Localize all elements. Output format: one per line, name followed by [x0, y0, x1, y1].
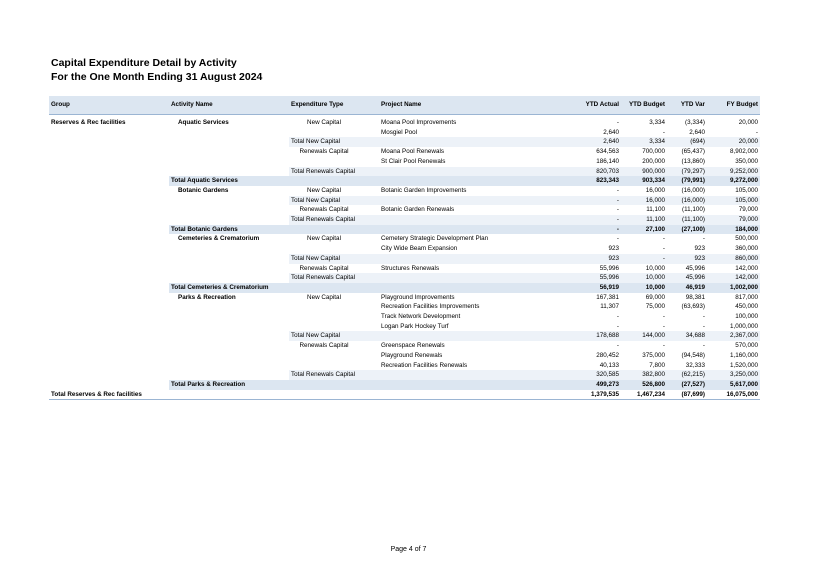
expenditure-type-cell [289, 351, 379, 361]
fy-budget-cell: 450,000 [735, 303, 758, 311]
project-cell [379, 167, 569, 177]
project-cell [379, 390, 569, 400]
ytd-var-cell: (62,215) [667, 370, 707, 380]
col-header-project: Project Name [379, 96, 569, 115]
fy-budget-cell: 5,617,000 [707, 380, 760, 390]
ytd-actual-cell: - [569, 225, 621, 235]
ytd-var-cell: (16,000) [681, 186, 705, 194]
fy-budget-cell: 860,000 [707, 254, 760, 264]
ytd-budget-cell: 16,000 [645, 186, 665, 194]
activity-total-row [49, 225, 760, 235]
col-header-fy-budget: FY Budget [707, 96, 760, 115]
table-row [49, 312, 760, 322]
group-cell [49, 351, 169, 361]
ytd-budget-cell: 700,000 [642, 148, 665, 156]
ytd-budget-cell: - [662, 128, 665, 136]
ytd-budget-cell: 10,000 [645, 264, 665, 272]
ytd-actual-cell: 186,140 [596, 157, 619, 165]
fy-budget-cell: 184,000 [707, 225, 760, 235]
project-cell [379, 283, 569, 293]
group-cell [49, 167, 169, 177]
expenditure-type-cell: New Capital [307, 119, 341, 126]
expenditure-type-cell [289, 176, 379, 186]
project-cell: Cemetery Strategic Development Plan [381, 235, 489, 243]
project-cell: Greenspace Renewals [381, 342, 445, 350]
ytd-var-cell: (94,548) [681, 351, 705, 359]
project-cell: Playground Renewals [381, 351, 443, 359]
table-row [49, 128, 760, 138]
ytd-budget-cell: 375,000 [642, 351, 665, 359]
ytd-actual-cell: 167,381 [596, 293, 619, 301]
fy-budget-cell: 350,000 [735, 157, 758, 165]
subtotal-row [49, 370, 760, 380]
fy-budget-cell: 16,075,000 [707, 390, 760, 400]
group-cell [49, 331, 169, 341]
group-cell [49, 380, 169, 390]
project-cell [379, 225, 569, 235]
ytd-actual-cell: 634,563 [596, 148, 619, 156]
fy-budget-cell: 817,000 [735, 293, 758, 301]
ytd-actual-cell: - [569, 215, 621, 225]
group-cell [49, 186, 169, 196]
ytd-var-cell: 45,996 [685, 264, 705, 272]
activity-cell [169, 322, 289, 332]
expenditure-type-cell [289, 322, 379, 332]
ytd-actual-cell: - [616, 342, 619, 350]
group-cell [49, 225, 169, 235]
ytd-actual-cell: 55,996 [569, 273, 621, 283]
expenditure-type-cell: Renewals Capital [299, 206, 349, 214]
activity-cell [169, 205, 289, 215]
expenditure-type-cell: Total New Capital [289, 331, 379, 341]
project-cell [379, 380, 569, 390]
activity-cell: Total Parks & Recreation [169, 380, 289, 390]
activity-cell [169, 167, 289, 177]
ytd-var-cell: 32,333 [685, 361, 705, 369]
project-cell: Playground Improvements [381, 293, 455, 301]
activity-cell [169, 215, 289, 225]
ytd-actual-cell: 823,343 [569, 176, 621, 186]
ytd-var-cell: 45,996 [667, 273, 707, 283]
ytd-actual-cell: 55,996 [599, 264, 619, 272]
project-cell: Mosgiel Pool [381, 128, 418, 136]
ytd-budget-cell: - [662, 245, 665, 253]
ytd-actual-cell: - [569, 196, 621, 206]
fy-budget-cell: 100,000 [735, 313, 758, 321]
ytd-actual-cell: 280,452 [596, 351, 619, 359]
activity-total-row [49, 380, 760, 390]
ytd-budget-cell: 144,000 [621, 331, 667, 341]
group-cell [49, 244, 169, 254]
table-row [49, 351, 760, 361]
subtotal-row [49, 137, 760, 147]
fy-budget-cell: 142,000 [735, 264, 758, 272]
ytd-budget-cell: - [621, 254, 667, 264]
activity-cell [169, 254, 289, 264]
table-row [49, 244, 760, 254]
ytd-actual-cell: 1,379,535 [569, 390, 621, 400]
ytd-actual-cell: 499,273 [569, 380, 621, 390]
expenditure-type-cell [289, 128, 379, 138]
expenditure-type-cell: Total New Capital [289, 137, 379, 147]
fy-budget-cell: 2,367,000 [707, 331, 760, 341]
ytd-actual-cell: 923 [608, 245, 619, 253]
ytd-var-cell: 98,381 [685, 293, 705, 301]
activity-cell: Aquatic Services [178, 119, 229, 126]
group-cell [49, 361, 169, 371]
activity-cell [169, 361, 289, 371]
ytd-budget-cell: - [662, 313, 665, 321]
expenditure-type-cell: Total Renewals Capital [289, 273, 379, 283]
activity-cell [169, 196, 289, 206]
table-header-row [49, 96, 760, 115]
activity-cell [169, 370, 289, 380]
capex-table [49, 96, 760, 400]
activity-total-row [49, 176, 760, 186]
activity-cell [169, 137, 289, 147]
grand-total-row [49, 390, 760, 400]
col-header-ytd-budget: YTD Budget [621, 96, 667, 115]
table-row [49, 118, 760, 128]
project-cell [379, 176, 569, 186]
ytd-var-cell: (13,860) [681, 157, 705, 165]
activity-cell [169, 157, 289, 167]
ytd-actual-cell: - [616, 322, 619, 330]
ytd-var-cell: (63,693) [681, 303, 705, 311]
project-cell [379, 331, 569, 341]
fy-budget-cell: 8,902,000 [729, 148, 758, 156]
ytd-budget-cell: - [662, 342, 665, 350]
ytd-budget-cell: 11,100 [646, 206, 665, 214]
ytd-actual-cell: 11,307 [600, 303, 619, 311]
ytd-actual-cell: - [616, 313, 619, 321]
group-cell [49, 234, 169, 244]
report-title: Capital Expenditure Detail by Activity [51, 57, 237, 69]
ytd-var-cell: (87,699) [667, 390, 707, 400]
project-cell: Structures Renewals [381, 264, 440, 272]
ytd-actual-cell: 40,133 [599, 361, 619, 369]
ytd-actual-cell: 2,640 [569, 137, 621, 147]
group-cell [49, 322, 169, 332]
ytd-var-cell: (79,991) [667, 176, 707, 186]
ytd-budget-cell: 27,100 [621, 225, 667, 235]
expenditure-type-cell [289, 157, 379, 167]
expenditure-type-cell [289, 225, 379, 235]
ytd-var-cell: (11,100) [667, 215, 707, 225]
ytd-budget-cell: 903,334 [621, 176, 667, 186]
ytd-budget-cell: 382,800 [621, 370, 667, 380]
expenditure-type-cell: Renewals Capital [299, 264, 349, 272]
group-cell [49, 254, 169, 264]
ytd-var-cell: 34,688 [667, 331, 707, 341]
group-cell [49, 370, 169, 380]
group-cell: Total Reserves & Rec facilities [49, 390, 169, 400]
ytd-budget-cell: 3,334 [621, 137, 667, 147]
ytd-var-cell: - [702, 235, 705, 243]
col-header-group: Group [49, 96, 169, 115]
activity-cell [169, 147, 289, 157]
table-row [49, 234, 760, 244]
ytd-var-cell: 2,640 [689, 128, 705, 136]
table-body [49, 115, 760, 400]
group-cell [49, 273, 169, 283]
fy-budget-cell: 20,000 [707, 137, 760, 147]
expenditure-type-cell: New Capital [307, 186, 341, 194]
ytd-var-cell: 46,919 [667, 283, 707, 293]
subtotal-row [49, 196, 760, 206]
subtotal-row [49, 167, 760, 177]
activity-total-row [49, 283, 760, 293]
activity-cell: Total Botanic Gardens [169, 225, 289, 235]
activity-cell: Cemeteries & Crematorium [178, 235, 260, 243]
fy-budget-cell: 20,000 [738, 119, 758, 126]
activity-cell [169, 351, 289, 361]
ytd-budget-cell: 526,800 [621, 380, 667, 390]
subtotal-row [49, 273, 760, 283]
expenditure-type-cell: Total New Capital [289, 254, 379, 264]
activity-cell: Botanic Gardens [178, 186, 229, 194]
ytd-actual-cell: 56,919 [569, 283, 621, 293]
ytd-budget-cell: 69,000 [645, 293, 665, 301]
expenditure-type-cell: New Capital [307, 293, 341, 301]
ytd-budget-cell: 11,100 [621, 215, 667, 225]
table-row [49, 302, 760, 312]
ytd-var-cell: (27,527) [667, 380, 707, 390]
project-cell: Moana Pool Improvements [381, 119, 457, 126]
activity-cell [169, 302, 289, 312]
project-cell [379, 137, 569, 147]
group-cell [49, 264, 169, 274]
expenditure-type-cell: Total Renewals Capital [289, 370, 379, 380]
ytd-var-cell: (27,100) [667, 225, 707, 235]
expenditure-type-cell [289, 302, 379, 312]
activity-cell: Parks & Recreation [178, 293, 236, 301]
ytd-var-cell: 923 [667, 254, 707, 264]
ytd-budget-cell: 75,000 [645, 303, 665, 311]
group-cell: Reserves & Rec facilities [51, 119, 126, 126]
activity-cell: Total Aquatic Services [169, 176, 289, 186]
group-cell [49, 293, 169, 303]
fy-budget-cell: 1,160,000 [729, 351, 758, 359]
ytd-var-cell: (694) [667, 137, 707, 147]
ytd-var-cell: - [702, 342, 705, 350]
expenditure-type-cell [289, 380, 379, 390]
expenditure-type-cell: Total Renewals Capital [289, 167, 379, 177]
expenditure-type-cell: Total New Capital [289, 196, 379, 206]
project-cell: Recreation Facilities Renewals [381, 361, 468, 369]
ytd-actual-cell: - [616, 235, 619, 243]
fy-budget-cell: 105,000 [707, 196, 760, 206]
page-number: Page 4 of 7 [390, 546, 427, 553]
fy-budget-cell: 9,252,000 [707, 167, 760, 177]
ytd-actual-cell: 2,640 [603, 128, 619, 136]
project-cell: City Wide Beam Expansion [381, 245, 458, 253]
group-cell [49, 341, 169, 351]
ytd-actual-cell: - [616, 119, 619, 126]
group-cell [49, 128, 169, 138]
group-cell [49, 215, 169, 225]
expenditure-type-cell: Renewals Capital [299, 148, 349, 156]
activity-cell [169, 244, 289, 254]
expenditure-type-cell: Renewals Capital [299, 342, 349, 350]
project-cell [379, 254, 569, 264]
project-cell [379, 196, 569, 206]
activity-cell [169, 390, 289, 400]
group-cell [49, 196, 169, 206]
ytd-budget-cell: 10,000 [621, 283, 667, 293]
expenditure-type-cell [289, 283, 379, 293]
ytd-actual-cell: - [616, 186, 619, 194]
fy-budget-cell: 3,250,000 [707, 370, 760, 380]
project-cell [379, 370, 569, 380]
subtotal-row [49, 215, 760, 225]
project-cell [379, 273, 569, 283]
ytd-var-cell: - [702, 322, 705, 330]
col-header-expenditure-type: Expenditure Type [289, 96, 379, 115]
fy-budget-cell: 142,000 [707, 273, 760, 283]
group-cell [49, 312, 169, 322]
ytd-budget-cell: 7,800 [649, 361, 665, 369]
fy-budget-cell: 79,000 [738, 206, 758, 214]
table-row [49, 361, 760, 371]
fy-budget-cell: 570,000 [735, 342, 758, 350]
col-header-ytd-var: YTD Var [667, 96, 707, 115]
table-row [49, 186, 760, 196]
expenditure-type-cell [289, 244, 379, 254]
ytd-var-cell: 923 [694, 245, 705, 253]
group-cell [49, 176, 169, 186]
group-cell [49, 283, 169, 293]
expenditure-type-cell: Total Renewals Capital [289, 215, 379, 225]
ytd-budget-cell: 900,000 [621, 167, 667, 177]
table-row [49, 322, 760, 332]
table-row [49, 157, 760, 167]
fy-budget-cell: 9,272,000 [707, 176, 760, 186]
ytd-budget-cell: - [662, 322, 665, 330]
table-row [49, 205, 760, 215]
project-cell [379, 215, 569, 225]
group-cell [49, 147, 169, 157]
project-cell: Logan Park Hockey Turf [381, 322, 449, 330]
group-cell [49, 137, 169, 147]
subtotal-row [49, 254, 760, 264]
expenditure-type-cell [289, 390, 379, 400]
fy-budget-cell: 500,000 [735, 235, 758, 243]
group-cell [49, 157, 169, 167]
ytd-actual-cell: - [616, 206, 619, 214]
ytd-actual-cell: 820,703 [569, 167, 621, 177]
activity-cell: Total Cemeteries & Crematorium [169, 283, 289, 293]
activity-cell [169, 273, 289, 283]
ytd-budget-cell: 16,000 [621, 196, 667, 206]
project-cell: St Clair Pool Renewals [381, 157, 446, 165]
ytd-actual-cell: 923 [569, 254, 621, 264]
table-row [49, 147, 760, 157]
ytd-actual-cell: 178,688 [569, 331, 621, 341]
report-subtitle: For the One Month Ending 31 August 2024 [51, 71, 263, 83]
project-cell: Recreation Facilities Improvements [381, 303, 480, 311]
group-cell [49, 205, 169, 215]
ytd-budget-cell: 10,000 [621, 273, 667, 283]
ytd-actual-cell: 320,585 [569, 370, 621, 380]
ytd-var-cell: (11,100) [682, 206, 705, 214]
expenditure-type-cell [289, 361, 379, 371]
fy-budget-cell: 1,520,000 [729, 361, 758, 369]
ytd-budget-cell: 3,334 [649, 119, 665, 126]
fy-budget-cell: 1,000,000 [729, 322, 758, 330]
table-row [49, 341, 760, 351]
col-header-activity: Activity Name [169, 96, 289, 115]
expenditure-type-cell [289, 312, 379, 322]
ytd-budget-cell: - [662, 235, 665, 243]
ytd-var-cell: (65,437) [681, 148, 705, 156]
fy-budget-cell: 360,000 [735, 245, 758, 253]
activity-cell [169, 341, 289, 351]
activity-cell [169, 264, 289, 274]
ytd-var-cell: (3,334) [685, 119, 705, 126]
table-row [49, 293, 760, 303]
fy-budget-cell: 105,000 [735, 186, 758, 194]
activity-cell [169, 331, 289, 341]
ytd-budget-cell: 200,000 [642, 157, 665, 165]
project-cell: Track Network Development [381, 313, 461, 321]
ytd-var-cell: (79,297) [667, 167, 707, 177]
expenditure-type-cell: New Capital [307, 235, 341, 243]
fy-budget-cell: 79,000 [707, 215, 760, 225]
project-cell: Botanic Garden Renewals [381, 206, 455, 214]
fy-budget-cell: 1,002,000 [707, 283, 760, 293]
fy-budget-cell: - [755, 128, 758, 136]
ytd-var-cell: - [702, 313, 705, 321]
project-cell: Moana Pool Renewals [381, 148, 445, 156]
activity-cell [169, 312, 289, 322]
subtotal-row [49, 331, 760, 341]
table-row [49, 264, 760, 274]
ytd-var-cell: (16,000) [667, 196, 707, 206]
col-header-ytd-actual: YTD Actual [569, 96, 621, 115]
group-cell [49, 302, 169, 312]
project-cell: Botanic Garden Improvements [381, 186, 467, 194]
ytd-budget-cell: 1,467,234 [621, 390, 667, 400]
activity-cell [169, 128, 289, 138]
